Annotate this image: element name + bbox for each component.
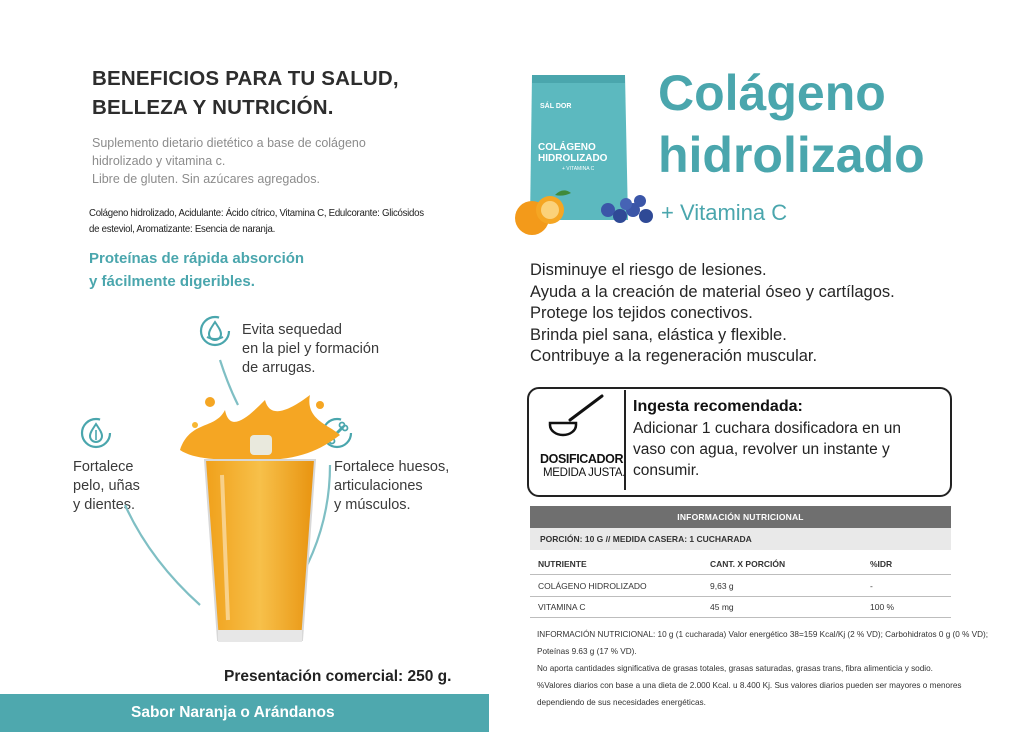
measuring-scoop-icon (540, 390, 610, 450)
benefit-bones-line-1: Fortalece huesos, (334, 459, 450, 475)
product-subtitle: + Vitamina C (661, 200, 788, 225)
pouch-brand: SÁL DOR (540, 103, 572, 110)
benefit-skin-line-3: de arrugas. (242, 360, 316, 376)
benefit-skin-line-1: Evita sequedad (242, 322, 342, 338)
proteins-line-2: y fácilmente digeribles. (89, 273, 255, 290)
ingredients-line-1: Colágeno hidrolizado, Acidulante: Ácido cítrico, Vitamina C, Edulcorante: Glicósidos (89, 207, 424, 219)
benefit-hair-line-1: Fortalece (73, 459, 134, 475)
heading-line-2: BELLEZA Y NUTRICIÓN. (92, 96, 334, 119)
proteins-line-1: Proteínas de rápida absorción (89, 250, 305, 267)
product-title-line-1: Colágeno (658, 65, 886, 121)
product-title (658, 62, 925, 186)
pouch-name-2: HIDROLIZADO (538, 153, 608, 164)
description (92, 134, 442, 188)
column-header-amount: CANT. X PORCIÓN (710, 559, 786, 569)
flavor-text: Sabor Naranja o Arándanos (131, 704, 335, 721)
ingredients-line-2: de esteviol, Aromatizante: Esencia de naranja. (89, 223, 275, 235)
table-row (530, 576, 951, 597)
benefit-item: Protege los tejidos conectivos. (530, 304, 753, 322)
dose-line-3: consumir. (633, 462, 700, 479)
dose-instructions (633, 418, 943, 481)
description-line-3: Libre de gluten. Sin azúcares agregados. (92, 172, 320, 186)
presentation-text: Presentación comercial: 250 g. (224, 668, 452, 685)
table-row (530, 597, 951, 618)
cell-nutrient: COLÁGENO HIDROLIZADO (538, 581, 647, 591)
cell-idr: - (870, 581, 873, 591)
nutrition-notes (537, 626, 989, 711)
benefit-item: Disminuye el riesgo de lesiones. (530, 261, 767, 279)
proteins-tagline (89, 247, 459, 293)
description-line-2: hidrolizado y vitamina c. (92, 154, 226, 168)
main-heading (92, 64, 492, 122)
dose-label-primary: DOSIFICADOR (540, 452, 624, 466)
product-pouch-image (500, 70, 660, 240)
description-line-1: Suplemento dietario dietético a base de colágeno (92, 136, 366, 150)
pouch-name-1: COLÁGENO (538, 142, 596, 153)
nutrition-note: dependiendo de sus necesidades energéticas. (537, 698, 706, 707)
benefit-bones-line-2: articulaciones (334, 478, 423, 494)
cell-amount: 9,63 g (710, 581, 734, 591)
dose-line-2: vaso con agua, revolver un instante y (633, 441, 890, 458)
benefit-hair-line-3: y dientes. (73, 497, 136, 513)
nutrition-columns-row (530, 554, 951, 575)
column-header-idr: %IDR (870, 559, 893, 569)
column-header-nutrient: NUTRIENTE (538, 559, 587, 569)
nutrition-portion: PORCIÓN: 10 G // MEDIDA CASERA: 1 CUCHARADA (530, 528, 951, 550)
benefit-item: Ayuda a la creación de material óseo y cartílagos. (530, 282, 895, 301)
cell-nutrient: VITAMINA C (538, 602, 586, 612)
nutrition-note: %Valores diarios con base a una dieta de 2.000 Kcal. u 8.400 Kj. Sus valores diarios pueden ser mayores o menores (537, 681, 962, 690)
benefit-hair-line-2: pelo, uñas (73, 478, 140, 494)
benefit-bones-line-3: y músculos. (334, 497, 411, 513)
benefit-item: Contribuye a la regeneración muscular. (530, 347, 818, 365)
nutrition-table-header: INFORMACIÓN NUTRICIONAL (530, 506, 951, 528)
cell-idr: 100 % (870, 602, 895, 612)
benefit-skin-line-2: en la piel y formación (242, 341, 380, 357)
orange-juice-glass-image (170, 380, 350, 650)
benefit-item: Brinda piel sana, elástica y flexible. (530, 325, 787, 344)
pouch-name-3: + VITAMINA C (562, 166, 595, 172)
nutrition-note: No aporta cantidades significativa de grasas totales, grasas saturadas, grasas trans, fibra alimenticia y sodio. (537, 664, 933, 673)
dose-label-secondary: MEDIDA JUSTA. (543, 467, 626, 479)
product-title-line-2: hidrolizado (658, 127, 925, 183)
ingredients (89, 205, 429, 237)
dose-title: Ingesta recomendada: (633, 398, 803, 415)
nutrition-note: Poteínas 9.63 g (17 % VD). (537, 647, 637, 656)
heading-line-1: BENEFICIOS PARA TU SALUD, (92, 67, 399, 90)
benefits-list (530, 260, 895, 368)
water-drop-icon (198, 314, 232, 348)
nutrition-note: INFORMACIÓN NUTRICIONAL: 10 g (1 cucharada) Valor energético 38=159 Kcal/Kj (2 % VD); Carbohidratos 0 g (0 % VD); (537, 630, 989, 639)
cell-amount: 45 mg (710, 602, 734, 612)
dose-line-1: Adicionar 1 cuchara dosificadora en un (633, 420, 901, 437)
